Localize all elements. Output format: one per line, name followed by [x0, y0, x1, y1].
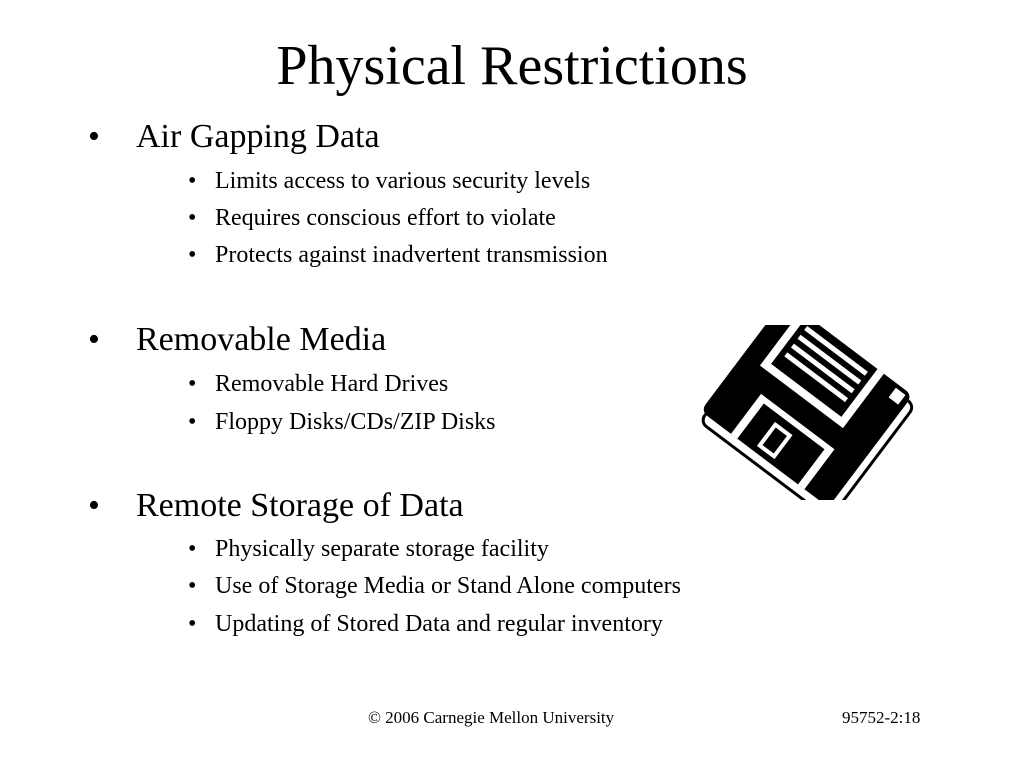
list-item	[188, 407, 496, 437]
list-item	[188, 609, 663, 639]
bullet: •	[188, 242, 197, 268]
list-item-text: Protects against inadvertent transmission	[215, 242, 608, 268]
section-heading-text: Remote Storage of Data	[136, 487, 464, 524]
list-item-text: Physically separate storage facility	[215, 536, 549, 562]
list-item-text: Use of Storage Media or Stand Alone computers	[215, 573, 681, 599]
list-item	[188, 203, 556, 233]
section-heading-text: Removable Media	[136, 321, 387, 358]
section-heading-remote-storage	[88, 486, 464, 526]
list-item	[188, 166, 590, 196]
bullet: •	[188, 371, 197, 397]
footer-copyright: © 2006 Carnegie Mellon University	[368, 708, 615, 727]
section-heading-air-gapping	[88, 117, 380, 157]
bullet: •	[188, 611, 197, 637]
list-item-text: Floppy Disks/CDs/ZIP Disks	[215, 409, 496, 435]
bullet: •	[188, 573, 197, 599]
bullet: •	[88, 321, 100, 358]
bullet: •	[88, 487, 100, 524]
footer-page-id: 95752-2:18	[842, 708, 921, 727]
floppy-disk-icon	[700, 325, 920, 500]
bullet: •	[188, 409, 197, 435]
list-item-text: Removable Hard Drives	[215, 371, 449, 397]
list-item	[188, 571, 681, 601]
bullet: •	[88, 118, 100, 155]
list-item	[188, 534, 549, 564]
bullet: •	[188, 168, 197, 194]
section-heading-removable-media	[88, 320, 386, 360]
list-item	[188, 369, 448, 399]
section-heading-text: Air Gapping Data	[136, 118, 380, 155]
bullet: •	[188, 205, 197, 231]
bullet: •	[188, 536, 197, 562]
list-item-text: Requires conscious effort to violate	[215, 205, 556, 231]
slide-title: Physical Restrictions	[276, 35, 748, 97]
list-item-text: Limits access to various security levels	[215, 168, 591, 194]
list-item-text: Updating of Stored Data and regular inventory	[215, 611, 663, 637]
list-item	[188, 240, 608, 270]
